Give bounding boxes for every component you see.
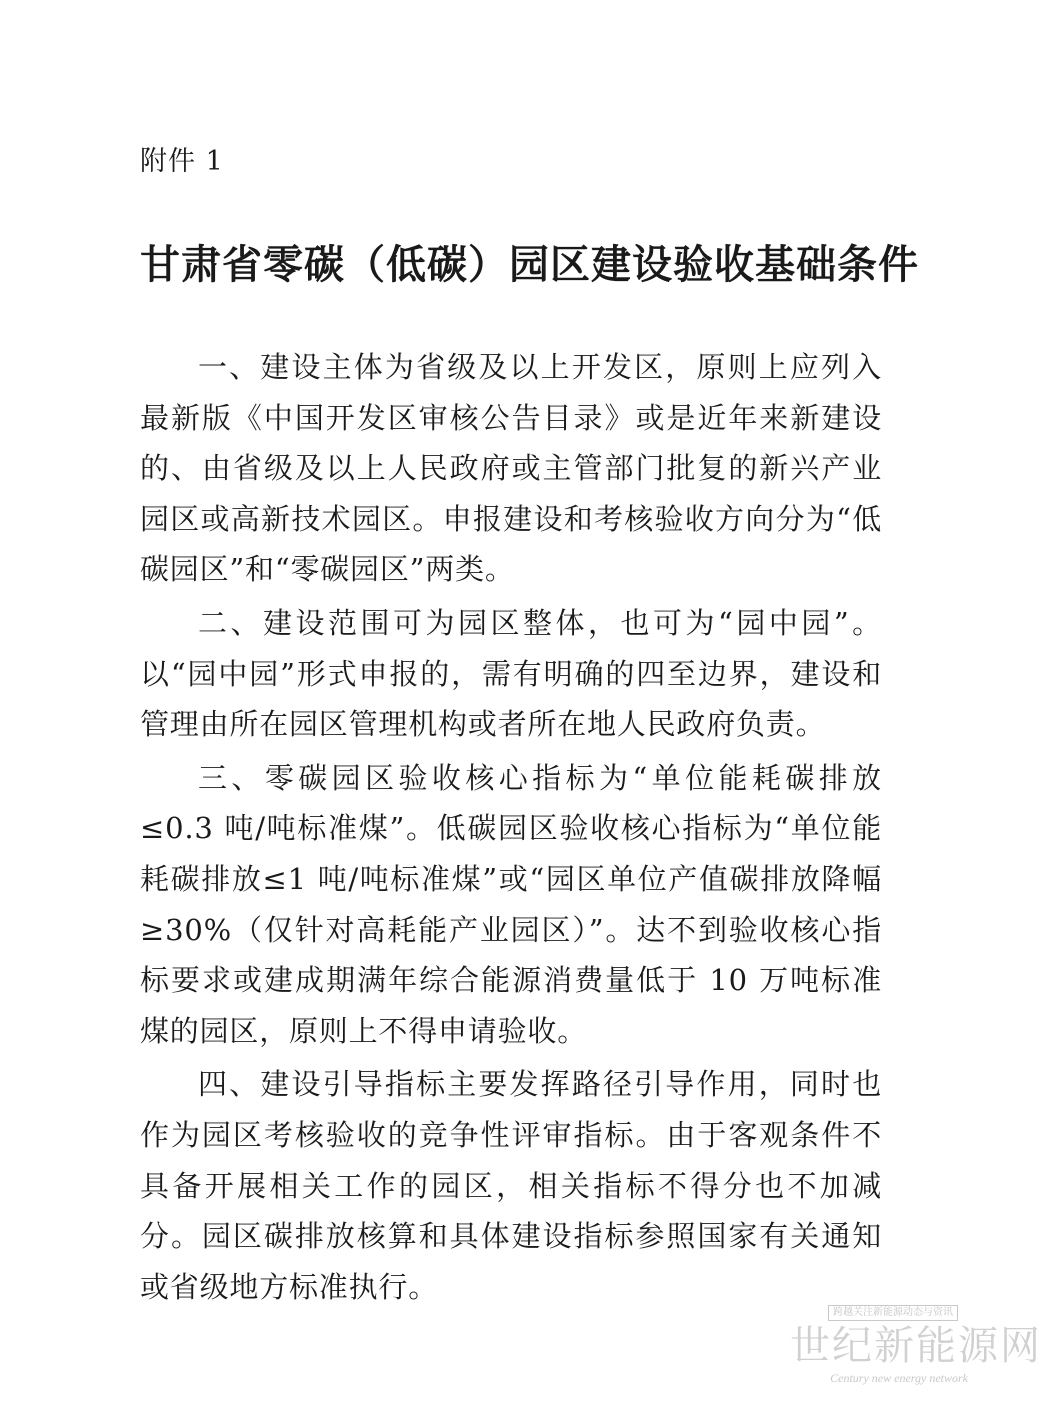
watermark-tagline: 跨越关注新能源动态与资讯 (828, 1305, 958, 1321)
attachment-label: 附件 1 (140, 146, 224, 177)
paragraph-2: 二、建设范围可为园区整体，也可为“园中园”。以“园中园”形式申报的，需有明确的四至边界，建设和管理由所在园区管理机构或者所在地人民政府负责。 (140, 605, 882, 742)
paragraph-3: 三、零碳园区验收核心指标为“单位能耗碳排放≤0.3 吨/吨标准煤”。低碳园区验收核心指标为“单位能耗碳排放≤1 吨/吨标准煤”或“园区单位产值碳排放降幅≥30%（仅针对高耗能产业园区）”。达不到验收核心指标要求或建成期满年综合能源消费量低于 10 万吨标准煤的园区，原则上不得申请验收。 (140, 760, 882, 1048)
paragraph-4: 四、建设引导指标主要发挥路径引导作用，同时也作为园区考核验收的竞争性评审指标。由于客观条件不具备开展相关工作的园区，相关指标不得分也不加减分。园区碳排放核算和具体建设指标参照国家有关通知或省级地方标准执行。 (140, 1067, 882, 1304)
watermark-name-cn: 世纪新能源网 (790, 1323, 1042, 1369)
document-body (140, 342, 882, 1315)
document-title: 甘肃省零碳（低碳）园区建设验收基础条件 (140, 241, 919, 288)
watermark-name-en: Century new energy network (830, 1371, 968, 1385)
watermark-logo (790, 1300, 1042, 1408)
paragraph-1: 一、建设主体为省级及以上开发区，原则上应列入最新版《中国开发区审核公告目录》或是近年来新建设的、由省级及以上人民政府或主管部门批复的新兴产业园区或高新技术园区。申报建设和考核验收方向分为“低碳园区”和“零碳园区”两类。 (140, 350, 882, 587)
